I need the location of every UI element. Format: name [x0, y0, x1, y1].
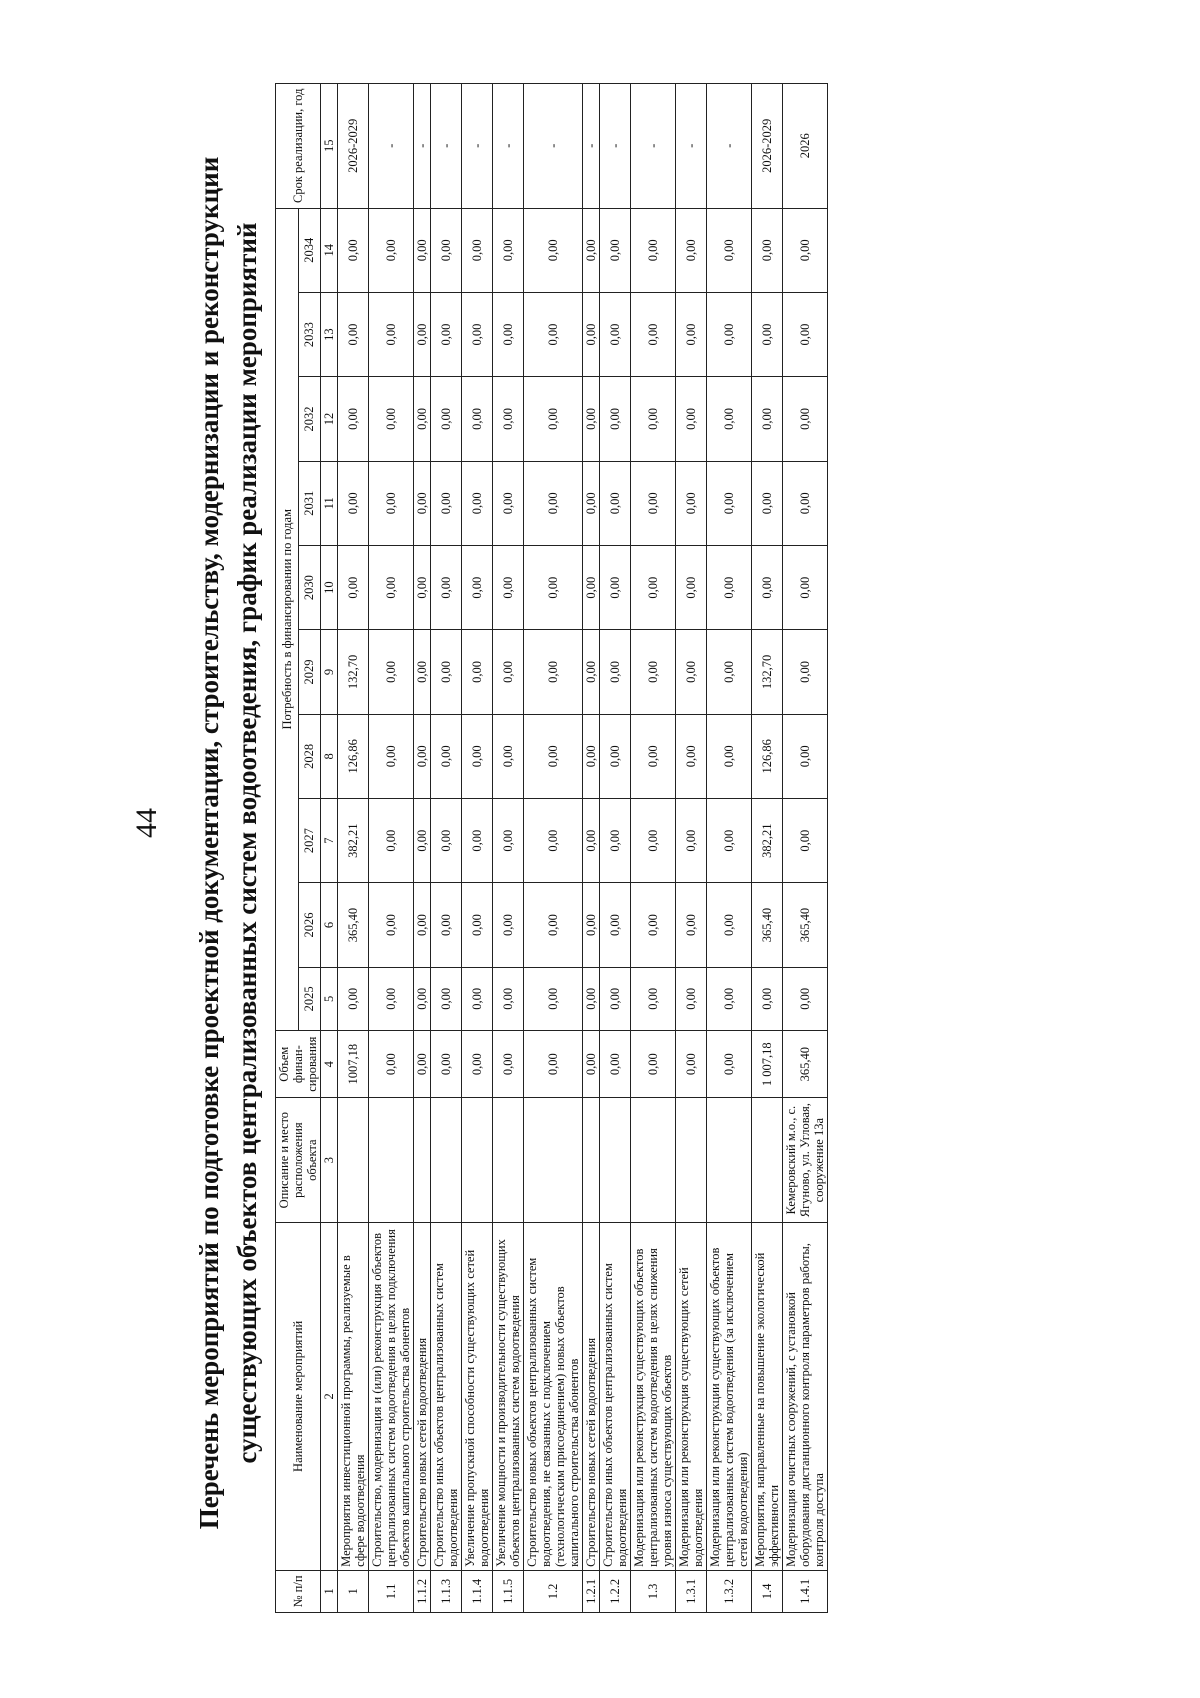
row-year-value: 0,00	[600, 545, 631, 629]
row-year-value: 0,00	[676, 461, 707, 545]
row-year-value: 0,00	[583, 883, 600, 967]
row-year-value: 0,00	[600, 967, 631, 1030]
row-measure-name: Увеличение пропускной способности существующих сетей водоотведения	[462, 1222, 493, 1570]
column-index-cell: 6	[321, 883, 338, 967]
row-year-value: 0,00	[493, 461, 524, 545]
row-year-value: 0,00	[583, 461, 600, 545]
row-term: -	[524, 84, 583, 209]
row-year-value: 0,00	[431, 630, 462, 714]
column-index-cell: 8	[321, 714, 338, 798]
row-year-value: 0,00	[369, 208, 414, 292]
row-location	[752, 1098, 783, 1222]
row-year-value: 0,00	[631, 799, 676, 883]
header-volume: Объем финан-сирования	[276, 1030, 321, 1097]
row-year-value: 0,00	[631, 883, 676, 967]
table-body	[321, 84, 828, 1613]
row-year-value: 0,00	[676, 545, 707, 629]
row-year-value: 0,00	[707, 630, 752, 714]
header-year: 2033	[298, 292, 321, 376]
row-year-value: 365,40	[338, 883, 369, 967]
row-year-value: 0,00	[707, 545, 752, 629]
row-year-value: 126,86	[338, 714, 369, 798]
row-year-value: 0,00	[583, 292, 600, 376]
row-year-value: 132,70	[338, 630, 369, 714]
row-location	[707, 1098, 752, 1222]
column-index-cell: 13	[321, 292, 338, 376]
row-year-value: 382,21	[338, 799, 369, 883]
row-year-value: 0,00	[631, 630, 676, 714]
row-number: 1.2.2	[600, 1570, 631, 1612]
row-year-value: 0,00	[524, 545, 583, 629]
column-index-cell: 1	[321, 1570, 338, 1612]
row-financing-volume: 1007,18	[338, 1030, 369, 1097]
row-year-value: 0,00	[431, 377, 462, 461]
row-year-value: 0,00	[524, 799, 583, 883]
row-year-value: 0,00	[462, 630, 493, 714]
table-row	[369, 84, 414, 1613]
row-financing-volume: 0,00	[583, 1030, 600, 1097]
row-year-value: 365,40	[752, 883, 783, 967]
row-number: 1.1.5	[493, 1570, 524, 1612]
row-year-value: 0,00	[783, 799, 828, 883]
row-number: 1.1	[369, 1570, 414, 1612]
row-year-value: 0,00	[707, 208, 752, 292]
row-year-value: 0,00	[600, 799, 631, 883]
row-financing-volume: 0,00	[631, 1030, 676, 1097]
row-term: 2026-2029	[752, 84, 783, 209]
row-year-value: 0,00	[631, 967, 676, 1030]
row-year-value: 0,00	[783, 461, 828, 545]
row-year-value: 0,00	[338, 377, 369, 461]
measures-table	[275, 83, 828, 1613]
row-year-value: 0,00	[493, 799, 524, 883]
row-year-value: 0,00	[524, 714, 583, 798]
table-row	[414, 84, 431, 1613]
row-measure-name: Модернизация или реконструкция существующих объектов централизованных систем водоотведения в целях снижения уровня износа существующих объектов	[631, 1222, 676, 1570]
row-year-value: 0,00	[631, 377, 676, 461]
table-row	[338, 84, 369, 1613]
row-year-value: 0,00	[524, 967, 583, 1030]
header-year: 2025	[298, 967, 321, 1030]
measures-table-wrapper	[275, 83, 828, 1613]
column-index-cell: 9	[321, 630, 338, 714]
row-year-value: 0,00	[600, 883, 631, 967]
row-year-value: 0,00	[414, 799, 431, 883]
table-row	[676, 84, 707, 1613]
header-year: 2029	[298, 630, 321, 714]
row-year-value: 0,00	[583, 714, 600, 798]
table-row	[783, 84, 828, 1613]
row-year-value: 0,00	[493, 377, 524, 461]
row-year-value: 0,00	[707, 799, 752, 883]
row-number: 1	[338, 1570, 369, 1612]
row-term: -	[414, 84, 431, 209]
row-year-value: 0,00	[752, 545, 783, 629]
row-number: 1.3	[631, 1570, 676, 1612]
row-year-value: 0,00	[783, 292, 828, 376]
row-year-value: 0,00	[431, 461, 462, 545]
row-year-value: 0,00	[676, 208, 707, 292]
column-index-cell: 2	[321, 1222, 338, 1570]
row-location	[462, 1098, 493, 1222]
row-term: 2026	[783, 84, 828, 209]
row-measure-name: Увеличение мощности и производительности существующих объектов централизованных систем водоотведения	[493, 1222, 524, 1570]
row-year-value: 0,00	[600, 208, 631, 292]
row-location	[676, 1098, 707, 1222]
row-year-value: 0,00	[583, 967, 600, 1030]
row-financing-volume: 0,00	[524, 1030, 583, 1097]
row-measure-name: Модернизация или реконструкция существующих сетей водоотведения	[676, 1222, 707, 1570]
header-year: 2030	[298, 545, 321, 629]
column-index-cell: 4	[321, 1030, 338, 1097]
row-year-value: 0,00	[707, 377, 752, 461]
row-measure-name: Модернизация или реконструкции существующих объектов централизованных систем водоотведения (за исключением сетей водоотведения)	[707, 1222, 752, 1570]
row-year-value: 0,00	[631, 292, 676, 376]
row-term: -	[493, 84, 524, 209]
row-location	[600, 1098, 631, 1222]
row-financing-volume: 365,40	[783, 1030, 828, 1097]
title-line-2: существующих объектов централизованных систем водоотведения, график реализации мероприятий	[232, 222, 262, 1464]
row-financing-volume: 0,00	[462, 1030, 493, 1097]
table-row	[493, 84, 524, 1613]
column-index-cell: 14	[321, 208, 338, 292]
row-term: -	[583, 84, 600, 209]
header-year: 2028	[298, 714, 321, 798]
row-year-value: 0,00	[431, 292, 462, 376]
row-year-value: 0,00	[631, 545, 676, 629]
row-measure-name: Строительство, модернизация и (или) реконструкция объектов централизованных систем водоотведения в целях подключения объектов капитального строительства абонентов	[369, 1222, 414, 1570]
header-year: 2027	[298, 799, 321, 883]
row-location: Кемеровский м.о., с. Ягуново, ул. Угловая, сооружение 13а	[783, 1098, 828, 1222]
row-year-value: 0,00	[707, 714, 752, 798]
column-index-cell: 11	[321, 461, 338, 545]
row-year-value: 0,00	[783, 967, 828, 1030]
row-year-value: 0,00	[524, 461, 583, 545]
row-year-value: 0,00	[431, 208, 462, 292]
table-row	[462, 84, 493, 1613]
row-year-value: 0,00	[462, 799, 493, 883]
row-number: 1.1.3	[431, 1570, 462, 1612]
row-year-value: 0,00	[338, 292, 369, 376]
row-year-value: 0,00	[783, 545, 828, 629]
header-name: Наименование мероприятий	[276, 1222, 321, 1570]
row-term: -	[431, 84, 462, 209]
row-year-value: 0,00	[414, 377, 431, 461]
row-year-value: 0,00	[462, 461, 493, 545]
row-measure-name: Строительство иных объектов централизованных систем водоотведения	[431, 1222, 462, 1570]
row-year-value: 0,00	[707, 967, 752, 1030]
row-year-value: 0,00	[524, 377, 583, 461]
row-year-value: 0,00	[752, 208, 783, 292]
row-location	[414, 1098, 431, 1222]
row-year-value: 0,00	[369, 545, 414, 629]
row-year-value: 0,00	[431, 799, 462, 883]
row-year-value: 0,00	[783, 630, 828, 714]
row-financing-volume: 0,00	[431, 1030, 462, 1097]
row-year-value: 0,00	[369, 630, 414, 714]
row-year-value: 0,00	[431, 714, 462, 798]
row-term: -	[462, 84, 493, 209]
row-year-value: 0,00	[414, 292, 431, 376]
row-year-value: 0,00	[783, 714, 828, 798]
row-year-value: 0,00	[676, 967, 707, 1030]
row-year-value: 0,00	[676, 714, 707, 798]
row-year-value: 0,00	[600, 377, 631, 461]
column-index-cell: 5	[321, 967, 338, 1030]
row-number: 1.1.4	[462, 1570, 493, 1612]
row-location	[631, 1098, 676, 1222]
row-measure-name: Строительство новых объектов централизованных систем водоотведения, не связанных с подключением (технологическим присоединением) новых объектов капитального строительства абонентов	[524, 1222, 583, 1570]
row-number: 1.4	[752, 1570, 783, 1612]
row-term: -	[369, 84, 414, 209]
header-year: 2031	[298, 461, 321, 545]
row-year-value: 0,00	[583, 377, 600, 461]
row-year-value: 0,00	[338, 208, 369, 292]
row-year-value: 0,00	[583, 545, 600, 629]
row-year-value: 0,00	[583, 630, 600, 714]
row-year-value: 0,00	[369, 883, 414, 967]
row-year-value: 0,00	[524, 883, 583, 967]
row-year-value: 0,00	[431, 967, 462, 1030]
row-year-value: 0,00	[414, 630, 431, 714]
row-year-value: 0,00	[676, 292, 707, 376]
row-year-value: 0,00	[676, 883, 707, 967]
row-year-value: 0,00	[431, 883, 462, 967]
row-year-value: 0,00	[493, 883, 524, 967]
row-year-value: 0,00	[524, 292, 583, 376]
row-year-value: 0,00	[493, 545, 524, 629]
row-number: 1.1.2	[414, 1570, 431, 1612]
header-term: Срок реализации, год	[276, 84, 321, 209]
row-year-value: 0,00	[600, 461, 631, 545]
row-year-value: 0,00	[462, 967, 493, 1030]
row-year-value: 0,00	[707, 292, 752, 376]
column-index-cell: 10	[321, 545, 338, 629]
row-term: -	[707, 84, 752, 209]
row-year-value: 0,00	[631, 461, 676, 545]
header-location: Описание и место расположения объекта	[276, 1098, 321, 1222]
row-location	[338, 1098, 369, 1222]
row-financing-volume: 0,00	[369, 1030, 414, 1097]
row-measure-name: Строительство новых сетей водоотведения	[583, 1222, 600, 1570]
row-financing-volume: 0,00	[676, 1030, 707, 1097]
table-row	[600, 84, 631, 1613]
row-location	[493, 1098, 524, 1222]
row-year-value: 0,00	[338, 545, 369, 629]
row-number: 1.2.1	[583, 1570, 600, 1612]
row-year-value: 0,00	[493, 714, 524, 798]
row-measure-name: Мероприятия, направленные на повышение экологической эффективности	[752, 1222, 783, 1570]
row-year-value: 0,00	[707, 883, 752, 967]
row-year-value: 382,21	[752, 799, 783, 883]
row-year-value: 0,00	[493, 630, 524, 714]
column-index-cell: 3	[321, 1098, 338, 1222]
row-year-value: 0,00	[414, 714, 431, 798]
row-location	[524, 1098, 583, 1222]
header-year: 2026	[298, 883, 321, 967]
row-financing-volume: 1 007,18	[752, 1030, 783, 1097]
row-financing-volume: 0,00	[493, 1030, 524, 1097]
row-year-value: 0,00	[752, 461, 783, 545]
column-index-cell: 12	[321, 377, 338, 461]
row-term: -	[676, 84, 707, 209]
row-year-value: 0,00	[338, 967, 369, 1030]
row-measure-name: Строительство иных объектов централизованных систем водоотведения	[600, 1222, 631, 1570]
row-year-value: 0,00	[783, 377, 828, 461]
row-term: -	[631, 84, 676, 209]
row-year-value: 0,00	[369, 292, 414, 376]
row-number: 1.3.2	[707, 1570, 752, 1612]
row-year-value: 126,86	[752, 714, 783, 798]
row-year-value: 0,00	[462, 545, 493, 629]
row-year-value: 0,00	[600, 292, 631, 376]
row-measure-name: Модернизация очистных сооружений, с установкой оборудования дистанционного контроля параметров работы, контроля доступа	[783, 1222, 828, 1570]
row-year-value: 0,00	[462, 883, 493, 967]
row-financing-volume: 0,00	[600, 1030, 631, 1097]
row-year-value: 0,00	[631, 208, 676, 292]
title-line-1: Перечень мероприятий по подготовке проектной документации, строительству, модернизации и реконструкции	[194, 156, 224, 1530]
row-year-value: 0,00	[462, 208, 493, 292]
row-year-value: 0,00	[369, 461, 414, 545]
table-row	[752, 84, 783, 1613]
row-year-value: 0,00	[583, 799, 600, 883]
column-index-row	[321, 84, 338, 1613]
table-row	[524, 84, 583, 1613]
row-year-value: 0,00	[524, 208, 583, 292]
row-financing-volume: 0,00	[414, 1030, 431, 1097]
row-year-value: 0,00	[493, 292, 524, 376]
row-financing-volume: 0,00	[707, 1030, 752, 1097]
row-year-value: 0,00	[600, 714, 631, 798]
table-row	[583, 84, 600, 1613]
row-year-value: 0,00	[707, 461, 752, 545]
row-measure-name: Строительство новых сетей водоотведения	[414, 1222, 431, 1570]
row-year-value: 0,00	[414, 967, 431, 1030]
row-location	[369, 1098, 414, 1222]
row-measure-name: Мероприятия инвестиционной программы, реализуемые в сфере водоотведения	[338, 1222, 369, 1570]
row-year-value: 0,00	[600, 630, 631, 714]
table-row	[431, 84, 462, 1613]
row-location	[583, 1098, 600, 1222]
row-year-value: 0,00	[369, 714, 414, 798]
row-year-value: 0,00	[752, 377, 783, 461]
row-year-value: 0,00	[338, 461, 369, 545]
page-number: 44	[130, 808, 163, 838]
row-year-value: 0,00	[676, 630, 707, 714]
row-year-value: 0,00	[462, 714, 493, 798]
row-year-value: 0,00	[783, 208, 828, 292]
row-year-value: 0,00	[431, 545, 462, 629]
row-location	[431, 1098, 462, 1222]
column-index-cell: 15	[321, 84, 338, 209]
row-year-value: 0,00	[369, 799, 414, 883]
column-index-cell: 7	[321, 799, 338, 883]
row-year-value: 0,00	[676, 377, 707, 461]
row-year-value: 0,00	[414, 545, 431, 629]
row-year-value: 0,00	[752, 292, 783, 376]
header-num: № п/п	[276, 1570, 321, 1612]
row-year-value: 0,00	[462, 292, 493, 376]
header-need: Потребность в финансировании по годам	[276, 208, 299, 1030]
row-number: 1.4.1	[783, 1570, 828, 1612]
row-year-value: 0,00	[369, 967, 414, 1030]
row-year-value: 132,70	[752, 630, 783, 714]
table-row	[631, 84, 676, 1613]
row-number: 1.3.1	[676, 1570, 707, 1612]
row-year-value: 0,00	[524, 630, 583, 714]
row-year-value: 0,00	[493, 208, 524, 292]
row-year-value: 0,00	[414, 461, 431, 545]
row-year-value: 365,40	[783, 883, 828, 967]
row-year-value: 0,00	[676, 799, 707, 883]
row-year-value: 0,00	[583, 208, 600, 292]
document-title	[190, 98, 266, 1588]
row-number: 1.2	[524, 1570, 583, 1612]
row-year-value: 0,00	[462, 377, 493, 461]
row-year-value: 0,00	[414, 208, 431, 292]
row-year-value: 0,00	[414, 883, 431, 967]
row-year-value: 0,00	[631, 714, 676, 798]
table-row	[707, 84, 752, 1613]
row-year-value: 0,00	[493, 967, 524, 1030]
header-year: 2032	[298, 377, 321, 461]
row-term: -	[600, 84, 631, 209]
header-year: 2034	[298, 208, 321, 292]
row-term: 2026-2029	[338, 84, 369, 209]
row-year-value: 0,00	[369, 377, 414, 461]
row-year-value: 0,00	[752, 967, 783, 1030]
